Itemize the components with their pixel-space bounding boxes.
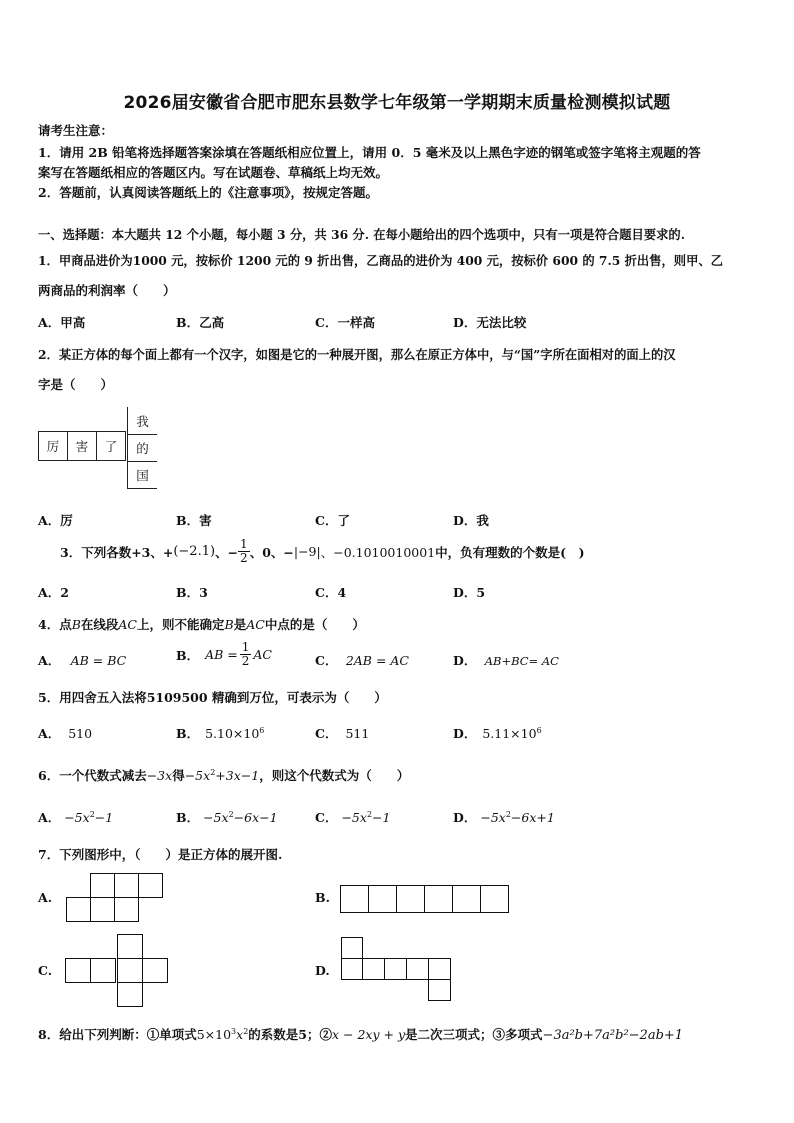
q3-prefix: 3．下列各数+3、+ [60,544,174,560]
q6-d-rest: −6x+1 [510,810,555,825]
q2-option-a: A．厉 [38,513,73,528]
q1-option-b: B．乙高 [176,315,225,330]
q7-label-a: A. [38,890,53,905]
q6-c-term: −5x [341,810,367,825]
q6-d-label: D． [453,810,477,825]
section-heading: 一、选择题：本大题共 12 个小题，每小题 3 分，共 36 分. 在每小题给出的四个选项中，只有一项是符合题目要求的. [38,227,685,242]
net-square [340,885,369,913]
q4-mid1: 在线段 [80,617,119,632]
net-square [480,885,509,913]
q8-exp1: 3 [231,1026,237,1036]
net-square [341,937,363,959]
q7-label-b: B. [315,890,330,905]
q4-option-a [38,651,126,669]
page-title: 2026届安徽省合肥市肥东县数学七年级第一学期期末质量检测模拟试题 [123,93,671,113]
q2-option-b: B．害 [176,513,212,528]
q5-b-label: B． [176,726,200,741]
q6-a-term: −5x [64,810,90,825]
q6-d-term: −5x [480,810,506,825]
q7-label-d: D. [315,963,330,978]
q6-prefix: 6．一个代数式减去 [38,768,147,783]
q6-stem [38,766,409,784]
net-square [452,885,481,913]
q8-stem [38,1025,683,1043]
q4-prefix: 4．点 [38,617,72,632]
q4-a-expr: AB = BC [70,653,127,668]
net-square [424,885,453,913]
q5-option-d [453,724,542,742]
q4-point-b: B [71,617,81,632]
q5-d-label: D． [453,726,477,741]
net-square [117,958,143,983]
q6-b-label: B． [176,810,200,825]
net-square [396,885,425,913]
q8-var: x [236,1027,244,1042]
net-square [341,958,363,980]
q3-option-c: C．4 [315,585,347,600]
q4-d-expr: AB+BC= AC [484,654,559,668]
q1-line2: 两商品的利润率（ ） [38,283,176,298]
net-square [66,897,91,922]
q2-line1: 2．某正方体的每个面上都有一个汉字，如图是它的一种展开图，那么在原正方体中，与“国”字所在面相对的面上的汉 [38,347,676,362]
q4-option-b [176,641,272,668]
q7-label-c: C. [38,963,53,978]
q5-option-a [38,724,92,742]
net-cell: 厉 [38,431,68,461]
net-square [428,958,451,980]
q3-paren: (−2.1) [173,544,216,559]
q5-option-b [176,724,264,742]
q5-a-value: 510 [68,726,93,741]
q8-expr3: −3a²b+7a²b²−2ab+1 [542,1028,684,1043]
q5-b-base: 5.10×10 [205,726,260,741]
q2-option-c: C．了 [315,513,350,528]
q6-expr2a: −5x [184,768,211,783]
q3-sep: 、− [215,544,239,560]
q3-stem [60,538,585,565]
q4-c-expr: 2AB = AC [345,653,409,668]
q4-mid2: 上，则不能确定 [137,617,225,632]
q4-mid3: 是 [233,617,247,632]
q8-prefix: 8．给出下列判断：①单项式 [38,1027,197,1042]
net-square [406,958,429,980]
q5-option-c [315,724,369,742]
net-square [90,958,116,983]
net-square [65,958,91,983]
q6-d-exp: 2 [505,809,511,819]
net-square [114,873,139,898]
q3-option-b: B．3 [176,585,208,600]
q4-option-c [315,651,409,669]
q4-mid4: 中点的是（ ） [264,617,365,632]
q4-b-label: B． [176,647,200,663]
q6-c-rest: −1 [372,810,391,825]
q3-frac-den: 2 [240,551,248,565]
q5-d-base: 5.11×10 [482,726,537,741]
q5-b-exp: 6 [259,725,265,735]
q8-mid2: 是二次三项式；③多项式 [405,1027,543,1042]
q5-d-exp: 6 [536,725,542,735]
q4-option-d [453,651,559,669]
net-square [142,958,168,983]
q6-b-rest: −6x−1 [233,810,278,825]
notice-heading: 请考生注意： [38,123,114,138]
q3-abs: |−9| [293,544,321,559]
q4-a-label: A． [38,653,61,668]
net-square [138,873,163,898]
q1-option-c: C．一样高 [315,315,375,330]
q4-b-lhs: AB = [205,647,238,662]
net-cell: 的 [127,434,157,462]
q6-exp: 2 [210,767,216,777]
q3-mid: 、0、− [249,544,294,560]
net-square [384,958,407,980]
q5-c-value: 511 [345,726,370,741]
q1-line1: 1．甲商品进价为1000 元，按标价 1200 元的 9 折出售，乙商品的进价为 400 元，按标价 600 的 7.5 折出售，则甲、乙 [38,253,723,268]
q6-option-d [453,808,555,826]
q5-c-label: C． [315,726,338,741]
q4-c-label: C． [315,653,338,668]
q3-frac-num: 1 [240,537,248,551]
net-square [368,885,397,913]
q8-expr2: x − 2xy + y [332,1027,406,1042]
q6-c-exp: 2 [366,809,373,819]
q6-b-exp: 2 [228,809,234,819]
net-cell: 国 [127,461,157,489]
q6-option-c [315,808,390,826]
q4-stem [38,615,365,633]
q4-b-rhs: AC [253,647,272,662]
q3-option-a: A．2 [38,585,69,600]
q6-expr2b: +3x−1 [215,768,260,783]
net-cell: 了 [96,431,126,461]
q4-point-b-2: B [224,617,234,632]
q6-a-rest: −1 [94,810,114,825]
q6-option-b [176,808,278,826]
q2-line2: 字是（ ） [38,377,114,392]
net-cell: 害 [67,431,97,461]
q6-suffix: ，则这个代数式为（ ） [259,768,410,783]
net-square [362,958,385,980]
q6-a-label: A． [38,810,61,825]
q4-segment-ac: AC [118,617,137,632]
q4-segment-ac-2: AC [246,617,265,632]
q1-option-a: A．甲高 [38,315,86,330]
q4-b-fraction [240,641,252,668]
net-square [114,897,139,922]
q6-option-a [38,808,113,826]
net-square [117,934,143,959]
q6-a-exp: 2 [89,809,95,819]
q1-option-d: D．无法比较 [453,315,527,330]
net-square [90,897,115,922]
notice-item2: 2．答题前，认真阅读答题纸上的《注意事项》，按规定答题。 [38,185,378,200]
q4-b-den: 2 [241,654,250,668]
q6-b-term: −5x [203,810,229,825]
q4-b-num: 1 [241,640,250,654]
q4-d-label: D． [453,653,477,668]
q3-suffix: 中，负有理数的个数是( ) [435,544,585,560]
q6-mid: 得 [172,768,185,783]
q3-tail: 、−0.1010010001 [320,544,436,560]
q5-stem: 5．用四舍五入法将5109500 精确到万位，可表示为（ ） [38,690,387,705]
q6-c-label: C． [315,810,338,825]
q3-option-d: D．5 [453,585,486,600]
notice-item1-line2: 案写在答题纸相应的答题区内。写在试题卷、草稿纸上均无效。 [38,165,389,180]
q5-a-label: A． [38,726,61,741]
net-square [90,873,115,898]
net-square [428,979,451,1001]
q8-mid1: 的系数是5；② [248,1027,332,1042]
q8-expr1: 5×10 [196,1027,232,1042]
q6-expr1: −3x [146,768,173,783]
q3-fraction [238,538,250,565]
notice-item1-line1: 1．请用 2B 铅笔将选择题答案涂填在答题纸相应位置上，请用 0．5 毫米及以上黑色字迹的钢笔或签字笔将主观题的答 [38,145,701,160]
net-square [117,982,143,1007]
q7-stem: 7．下列图形中，（ ）是正方体的展开图. [38,847,283,862]
net-cell: 我 [127,407,157,435]
q2-option-d: D．我 [453,513,489,528]
q8-exp2: 2 [243,1026,249,1036]
